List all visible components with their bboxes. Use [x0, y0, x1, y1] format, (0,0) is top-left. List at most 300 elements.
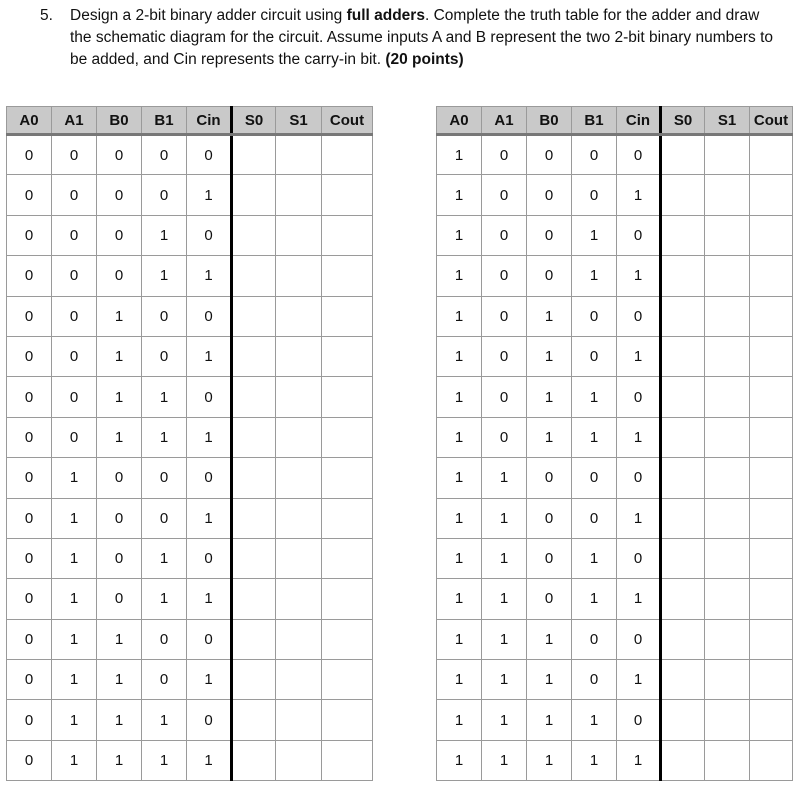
table-header-row	[7, 107, 373, 135]
table-cell: 1	[97, 619, 142, 659]
table-cell-blank	[705, 538, 750, 578]
table-cell: 1	[527, 700, 572, 740]
table-row	[7, 296, 373, 336]
table-cell-blank	[661, 538, 705, 578]
table-cell: 0	[142, 135, 187, 175]
column-header-b0: B0	[97, 107, 142, 135]
table-cell-blank	[705, 377, 750, 417]
question-text	[70, 5, 780, 71]
table-cell: 1	[572, 579, 617, 619]
table-cell: 0	[7, 215, 52, 255]
table-cell: 0	[527, 175, 572, 215]
table-cell: 0	[617, 700, 661, 740]
table-cell-blank	[661, 215, 705, 255]
table-cell-blank	[276, 135, 322, 175]
table-cell: 1	[527, 417, 572, 457]
table-cell: 0	[52, 417, 97, 457]
table-cell: 1	[142, 215, 187, 255]
table-cell-blank	[276, 336, 322, 376]
table-cell: 1	[97, 377, 142, 417]
table-cell-blank	[276, 256, 322, 296]
table-cell-blank	[322, 135, 373, 175]
table-cell: 0	[187, 377, 232, 417]
table-cell: 1	[482, 619, 527, 659]
table-row	[437, 458, 793, 498]
table-cell: 0	[187, 538, 232, 578]
table-cell: 0	[142, 660, 187, 700]
table-cell: 1	[97, 660, 142, 700]
table-cell-blank	[322, 660, 373, 700]
table-cell-blank	[750, 377, 793, 417]
table-cell-blank	[661, 377, 705, 417]
table-cell: 0	[187, 215, 232, 255]
table-body	[7, 135, 373, 781]
table-cell-blank	[661, 740, 705, 780]
table-cell: 0	[97, 498, 142, 538]
truth-table-right	[436, 106, 793, 781]
table-cell: 1	[437, 175, 482, 215]
table-cell: 1	[437, 458, 482, 498]
table-cell-blank	[661, 700, 705, 740]
question-block	[40, 5, 780, 71]
table-row	[7, 175, 373, 215]
table-row	[7, 579, 373, 619]
table-cell-blank	[705, 458, 750, 498]
table-cell: 1	[527, 740, 572, 780]
column-header-a0: A0	[7, 107, 52, 135]
table-cell-blank	[276, 458, 322, 498]
table-cell: 0	[52, 296, 97, 336]
table-cell: 0	[187, 700, 232, 740]
table-cell-blank	[232, 377, 276, 417]
column-header-s0: S0	[661, 107, 705, 135]
table-cell: 1	[187, 336, 232, 376]
table-cell: 0	[7, 660, 52, 700]
table-cell-blank	[232, 498, 276, 538]
table-cell-blank	[276, 417, 322, 457]
column-header-s1: S1	[276, 107, 322, 135]
table-cell-blank	[705, 619, 750, 659]
table-cell-blank	[322, 498, 373, 538]
table-cell-blank	[276, 740, 322, 780]
table-cell: 0	[482, 175, 527, 215]
table-body	[437, 135, 793, 781]
table-cell: 0	[527, 538, 572, 578]
table-cell: 0	[572, 458, 617, 498]
table-cell-blank	[322, 175, 373, 215]
table-cell: 1	[52, 660, 97, 700]
table-cell-blank	[750, 538, 793, 578]
table-cell: 0	[97, 256, 142, 296]
table-cell-blank	[705, 256, 750, 296]
table-cell: 1	[482, 458, 527, 498]
table-cell: 1	[437, 740, 482, 780]
table-cell-blank	[232, 458, 276, 498]
table-cell: 1	[437, 700, 482, 740]
table-cell: 1	[437, 135, 482, 175]
table-cell: 1	[142, 740, 187, 780]
table-row	[7, 417, 373, 457]
table-cell: 1	[617, 417, 661, 457]
table-cell-blank	[232, 215, 276, 255]
table-cell: 1	[482, 660, 527, 700]
table-cell-blank	[705, 660, 750, 700]
table-cell-blank	[705, 579, 750, 619]
table-cell-blank	[661, 296, 705, 336]
table-cell-blank	[705, 498, 750, 538]
table-cell: 0	[7, 458, 52, 498]
table-cell: 1	[437, 256, 482, 296]
table-row	[437, 700, 793, 740]
table-cell: 0	[142, 498, 187, 538]
table-cell: 1	[187, 740, 232, 780]
table-row	[7, 498, 373, 538]
table-cell-blank	[661, 336, 705, 376]
table-cell: 0	[187, 619, 232, 659]
table-cell-blank	[276, 377, 322, 417]
table-cell: 1	[142, 256, 187, 296]
table-cell: 0	[617, 619, 661, 659]
table-cell: 1	[437, 377, 482, 417]
table-cell-blank	[661, 175, 705, 215]
table-cell-blank	[322, 579, 373, 619]
table-cell: 1	[572, 700, 617, 740]
table-cell-blank	[661, 619, 705, 659]
table-cell-blank	[322, 740, 373, 780]
table-cell: 0	[617, 458, 661, 498]
table-cell-blank	[661, 417, 705, 457]
table-cell: 1	[52, 498, 97, 538]
table-cell: 1	[527, 377, 572, 417]
question-bold-full-adders: full adders	[346, 7, 425, 24]
table-cell-blank	[750, 458, 793, 498]
table-cell: 0	[7, 579, 52, 619]
table-cell: 0	[482, 256, 527, 296]
table-cell: 1	[617, 498, 661, 538]
table-cell: 0	[527, 458, 572, 498]
column-header-cin: Cin	[187, 107, 232, 135]
table-cell: 0	[7, 538, 52, 578]
table-cell: 0	[142, 296, 187, 336]
table-cell: 1	[52, 740, 97, 780]
table-cell: 0	[572, 135, 617, 175]
table-cell-blank	[232, 579, 276, 619]
table-cell-blank	[322, 458, 373, 498]
table-cell-blank	[705, 336, 750, 376]
table-cell-blank	[705, 740, 750, 780]
table-cell: 1	[187, 175, 232, 215]
table-cell-blank	[232, 336, 276, 376]
table-cell: 1	[617, 256, 661, 296]
table-cell-blank	[750, 135, 793, 175]
table-cell-blank	[322, 700, 373, 740]
table-row	[437, 417, 793, 457]
table-cell: 1	[142, 377, 187, 417]
table-cell: 1	[572, 256, 617, 296]
table-cell: 0	[7, 700, 52, 740]
table-header-row	[437, 107, 793, 135]
table-cell: 1	[97, 417, 142, 457]
table-row	[437, 377, 793, 417]
table-cell-blank	[232, 660, 276, 700]
table-cell-blank	[322, 336, 373, 376]
table-cell-blank	[661, 135, 705, 175]
question-text-part-2: . Complete the truth table for the adder and draw the schematic diagram for the circuit. Assume inputs A and B represent the two 2-bit binary numbers to be added, and Cin represents the carry-in bit.	[70, 7, 774, 68]
table-cell: 1	[617, 175, 661, 215]
table-cell: 0	[7, 296, 52, 336]
table-cell: 1	[142, 417, 187, 457]
table-cell: 0	[617, 377, 661, 417]
table-cell: 1	[482, 498, 527, 538]
truth-table-left	[6, 106, 373, 781]
table-cell: 0	[7, 619, 52, 659]
table-cell: 0	[527, 498, 572, 538]
table-cell-blank	[232, 135, 276, 175]
table-cell: 1	[572, 740, 617, 780]
table-cell: 1	[187, 660, 232, 700]
table-cell: 1	[482, 740, 527, 780]
table-cell: 1	[527, 619, 572, 659]
question-number: 5.	[40, 7, 53, 24]
table-cell: 1	[187, 579, 232, 619]
table-cell: 1	[97, 740, 142, 780]
table-cell: 0	[142, 336, 187, 376]
table-cell-blank	[232, 619, 276, 659]
table-cell: 0	[7, 256, 52, 296]
table-cell: 0	[617, 135, 661, 175]
table-row	[437, 619, 793, 659]
table-cell: 0	[482, 336, 527, 376]
table-cell: 0	[7, 377, 52, 417]
table-cell-blank	[750, 256, 793, 296]
table-cell: 1	[572, 417, 617, 457]
column-header-a0: A0	[437, 107, 482, 135]
table-cell: 0	[187, 458, 232, 498]
table-cell-blank	[750, 740, 793, 780]
column-header-s1: S1	[705, 107, 750, 135]
table-row	[7, 458, 373, 498]
column-header-a1: A1	[482, 107, 527, 135]
table-row	[437, 256, 793, 296]
table-cell-blank	[750, 336, 793, 376]
table-cell: 1	[617, 579, 661, 619]
table-row	[437, 296, 793, 336]
table-cell-blank	[750, 700, 793, 740]
table-cell: 1	[187, 417, 232, 457]
table-row	[7, 740, 373, 780]
table-cell: 1	[187, 498, 232, 538]
table-cell: 0	[52, 215, 97, 255]
table-cell: 0	[572, 619, 617, 659]
table-cell: 0	[187, 135, 232, 175]
table-cell: 0	[142, 458, 187, 498]
table-cell: 1	[572, 215, 617, 255]
table-row	[7, 660, 373, 700]
table-cell-blank	[322, 619, 373, 659]
table-cell-blank	[232, 256, 276, 296]
table-cell: 1	[527, 296, 572, 336]
table-cell-blank	[232, 417, 276, 457]
table-cell: 0	[572, 660, 617, 700]
table-row	[7, 256, 373, 296]
table-cell: 0	[7, 498, 52, 538]
table-cell-blank	[276, 538, 322, 578]
column-header-b0: B0	[527, 107, 572, 135]
table-cell: 1	[437, 215, 482, 255]
table-cell: 1	[437, 660, 482, 700]
table-cell: 1	[142, 700, 187, 740]
table-cell: 0	[142, 175, 187, 215]
table-cell-blank	[322, 215, 373, 255]
table-cell-blank	[322, 377, 373, 417]
table-cell: 0	[7, 740, 52, 780]
table-cell-blank	[750, 296, 793, 336]
table-cell-blank	[322, 256, 373, 296]
table-cell-blank	[276, 660, 322, 700]
table-cell-blank	[705, 700, 750, 740]
table-cell: 0	[97, 175, 142, 215]
table-cell-blank	[705, 175, 750, 215]
table-cell: 0	[572, 296, 617, 336]
table-cell: 1	[617, 740, 661, 780]
table-cell-blank	[276, 175, 322, 215]
table-cell: 0	[617, 538, 661, 578]
table-cell: 1	[52, 619, 97, 659]
table-cell: 1	[527, 660, 572, 700]
question-text-part-1: Design a 2-bit binary adder circuit using	[70, 7, 347, 24]
column-header-cout: Cout	[322, 107, 373, 135]
table-row	[7, 377, 373, 417]
table-cell: 0	[617, 215, 661, 255]
table-cell: 0	[527, 579, 572, 619]
table-row	[7, 135, 373, 175]
table-cell: 1	[482, 538, 527, 578]
table-cell: 1	[482, 700, 527, 740]
table-row	[437, 579, 793, 619]
table-row	[7, 336, 373, 376]
question-points: (20 points)	[385, 51, 464, 68]
table-cell: 0	[7, 417, 52, 457]
table-cell: 0	[527, 135, 572, 175]
table-cell: 1	[437, 538, 482, 578]
table-cell: 1	[572, 538, 617, 578]
table-cell-blank	[661, 256, 705, 296]
table-cell: 1	[52, 700, 97, 740]
column-header-b1: B1	[572, 107, 617, 135]
table-row	[437, 336, 793, 376]
column-header-cin: Cin	[617, 107, 661, 135]
table-cell: 1	[437, 498, 482, 538]
table-cell: 0	[52, 175, 97, 215]
table-cell: 0	[7, 135, 52, 175]
table-cell: 1	[437, 619, 482, 659]
table-cell-blank	[750, 498, 793, 538]
table-cell: 0	[97, 538, 142, 578]
table-cell-blank	[705, 296, 750, 336]
column-header-a1: A1	[52, 107, 97, 135]
table-row	[437, 740, 793, 780]
table-cell-blank	[705, 135, 750, 175]
table-cell: 1	[52, 579, 97, 619]
table-cell-blank	[276, 296, 322, 336]
table-cell-blank	[705, 417, 750, 457]
table-cell: 1	[437, 579, 482, 619]
table-cell: 0	[52, 377, 97, 417]
table-cell-blank	[276, 498, 322, 538]
table-row	[437, 215, 793, 255]
table-cell: 0	[97, 215, 142, 255]
table-cell-blank	[232, 700, 276, 740]
table-cell: 0	[482, 377, 527, 417]
table-cell: 0	[97, 579, 142, 619]
table-cell: 0	[482, 296, 527, 336]
table-cell: 0	[482, 417, 527, 457]
table-cell: 0	[52, 336, 97, 376]
table-cell: 0	[572, 498, 617, 538]
table-cell-blank	[232, 296, 276, 336]
table-cell-blank	[661, 660, 705, 700]
table-cell: 1	[572, 377, 617, 417]
table-cell-blank	[661, 579, 705, 619]
table-cell-blank	[661, 458, 705, 498]
table-cell-blank	[750, 417, 793, 457]
table-row	[437, 498, 793, 538]
table-cell: 1	[142, 538, 187, 578]
table-cell-blank	[750, 660, 793, 700]
table-row	[7, 538, 373, 578]
table-cell: 0	[572, 175, 617, 215]
table-cell: 1	[187, 256, 232, 296]
table-cell-blank	[705, 215, 750, 255]
table-cell-blank	[232, 740, 276, 780]
table-cell: 1	[617, 660, 661, 700]
table-cell: 0	[7, 336, 52, 376]
table-cell: 0	[482, 215, 527, 255]
table-cell: 1	[142, 579, 187, 619]
table-cell: 0	[527, 256, 572, 296]
table-cell: 1	[617, 336, 661, 376]
table-row	[437, 538, 793, 578]
table-cell-blank	[750, 215, 793, 255]
table-cell: 1	[437, 417, 482, 457]
table-cell-blank	[750, 175, 793, 215]
column-header-b1: B1	[142, 107, 187, 135]
table-cell: 0	[527, 215, 572, 255]
table-cell-blank	[276, 700, 322, 740]
table-cell: 0	[52, 135, 97, 175]
table-cell-blank	[750, 619, 793, 659]
table-cell: 0	[52, 256, 97, 296]
table-row	[7, 700, 373, 740]
column-header-s0: S0	[232, 107, 276, 135]
table-cell: 1	[482, 579, 527, 619]
table-cell-blank	[232, 538, 276, 578]
table-cell-blank	[232, 175, 276, 215]
table-row	[437, 135, 793, 175]
table-cell: 1	[527, 336, 572, 376]
table-cell-blank	[276, 619, 322, 659]
table-cell-blank	[322, 296, 373, 336]
table-cell: 1	[52, 538, 97, 578]
table-cell: 1	[437, 336, 482, 376]
table-cell-blank	[276, 215, 322, 255]
table-row	[7, 215, 373, 255]
table-cell: 0	[97, 135, 142, 175]
table-row	[7, 619, 373, 659]
table-cell-blank	[661, 498, 705, 538]
table-cell: 1	[437, 296, 482, 336]
table-cell: 0	[572, 336, 617, 376]
